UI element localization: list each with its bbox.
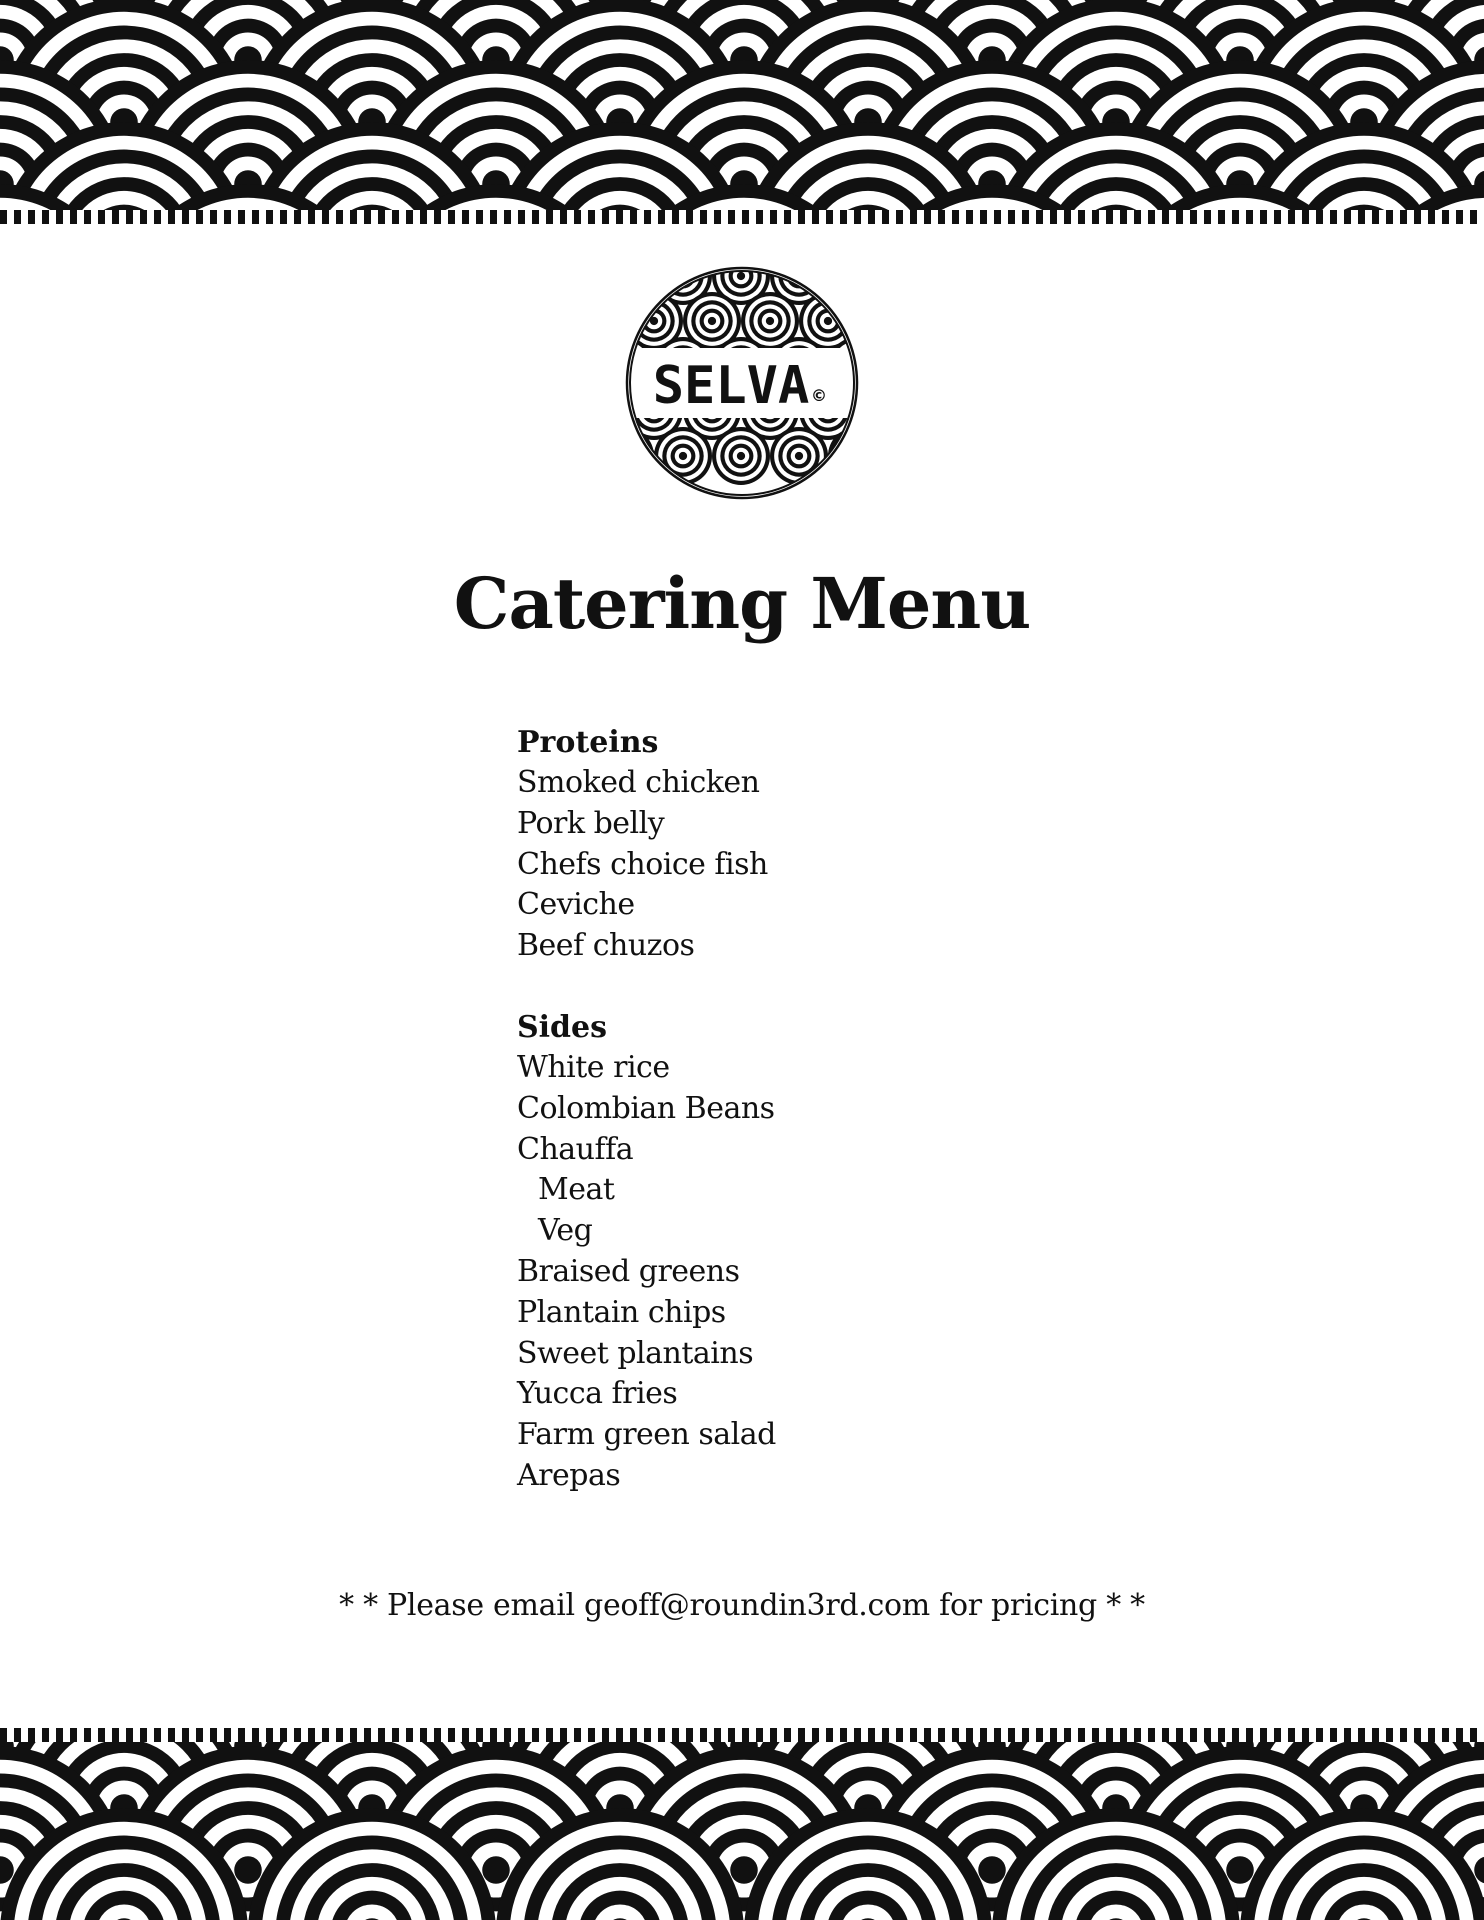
- menu-item: Chefs choice fish: [517, 846, 768, 882]
- top-pattern-band: [0, 0, 1484, 224]
- selva-logo: [625, 266, 859, 500]
- menu-subitem: Meat: [538, 1172, 615, 1208]
- menu-item: Yucca fries: [517, 1376, 678, 1412]
- menu-list: [517, 722, 1217, 1537]
- menu-item: Arepas: [517, 1457, 621, 1493]
- logo-wordmark: SELVA: [652, 356, 810, 416]
- concentric-circle-pattern: [0, 0, 1484, 224]
- menu-item: Smoked chicken: [517, 765, 760, 800]
- section-heading: Sides: [517, 1009, 608, 1045]
- menu-item: White rice: [517, 1049, 670, 1085]
- menu-section-sides: [517, 1007, 1217, 1497]
- menu-item: Pork belly: [517, 805, 665, 841]
- menu-item: Beef chuzos: [517, 928, 695, 964]
- menu-item: Braised greens: [517, 1253, 740, 1289]
- menu-item: Chauffa: [517, 1131, 634, 1167]
- menu-item: Plantain chips: [517, 1294, 726, 1330]
- menu-item: Colombian Beans: [517, 1090, 775, 1126]
- menu-section-proteins: [517, 722, 1217, 967]
- bottom-pattern-band: [0, 1728, 1484, 1920]
- page-title: Catering Menu: [453, 562, 1031, 645]
- menu-subitem: Veg: [538, 1213, 593, 1249]
- concentric-circle-pattern: [0, 1728, 1484, 1920]
- pricing-contact-note: * * Please email geoff@roundin3rd.com for pricing * *: [339, 1588, 1145, 1623]
- section-heading: Proteins: [517, 725, 659, 760]
- menu-item: Farm green salad: [517, 1417, 776, 1453]
- menu-item: Sweet plantains: [517, 1335, 754, 1371]
- menu-item: Ceviche: [517, 887, 635, 923]
- logo-registered-mark: ©: [811, 386, 827, 405]
